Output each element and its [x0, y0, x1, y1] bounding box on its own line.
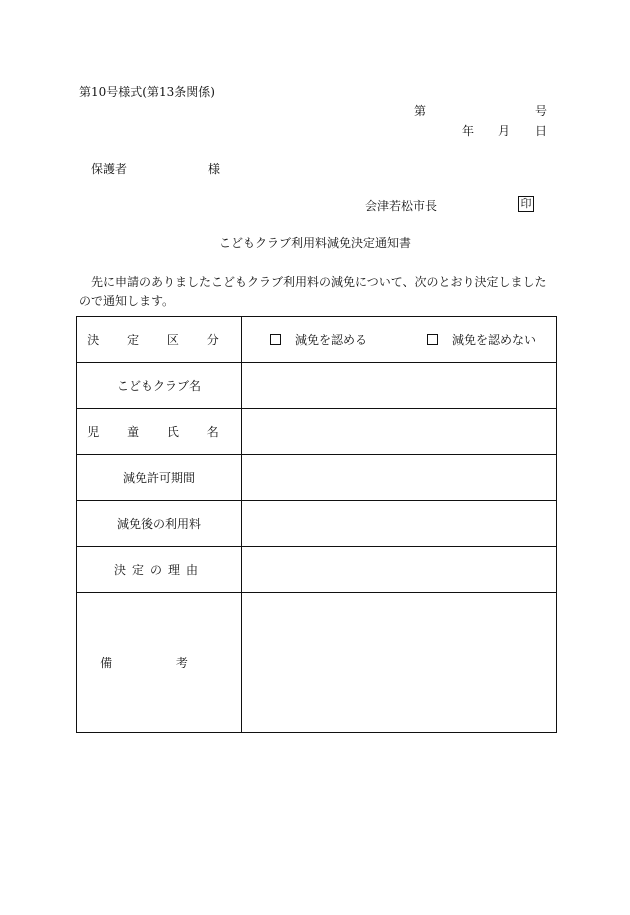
period-field[interactable] — [242, 455, 557, 501]
club-name-label: こどもクラブ名 — [77, 363, 242, 409]
recipient-honorific: 様 — [208, 162, 221, 176]
checkbox-icon[interactable] — [270, 334, 281, 345]
decision-label: 決 定 区 分 — [87, 333, 231, 347]
club-name-field[interactable] — [242, 363, 557, 409]
option-approve-label: 減免を認める — [295, 333, 368, 347]
table-row — [77, 547, 557, 593]
seal-stamp: 印 — [518, 196, 534, 212]
fee-field[interactable] — [242, 501, 557, 547]
body-text: 先に申請のありましたこどもクラブ利用料の減免について、次のとおり決定しましたので通知します。 — [79, 275, 547, 308]
option-approve[interactable] — [270, 331, 367, 348]
option-deny[interactable] — [427, 331, 536, 348]
remarks-label: 備 考 — [100, 656, 218, 670]
reason-label-cell — [77, 547, 242, 593]
date-year-label: 年 — [462, 124, 475, 138]
issuer-name: 会津若松市長 — [365, 199, 438, 213]
document-number-suffix: 号 — [535, 104, 548, 118]
document-title: こどもクラブ利用料減免決定通知書 — [218, 236, 411, 250]
reason-field[interactable] — [242, 547, 557, 593]
table-row — [77, 501, 557, 547]
decision-label-cell — [77, 317, 242, 363]
decision-options-cell — [242, 317, 557, 363]
remarks-field[interactable] — [242, 593, 557, 733]
recipient-label: 保護者 — [91, 162, 128, 176]
reason-label: 決定の理由 — [113, 563, 204, 577]
checkbox-icon[interactable] — [427, 334, 438, 345]
date-month-label: 月 — [498, 124, 511, 138]
date-day-label: 日 — [535, 124, 548, 138]
period-label: 減免許可期間 — [77, 455, 242, 501]
child-name-label: 児 童 氏 名 — [87, 425, 231, 439]
decision-table — [76, 316, 557, 733]
table-row — [77, 593, 557, 733]
document-number-prefix: 第 — [414, 104, 427, 118]
table-row — [77, 317, 557, 363]
table-row — [77, 409, 557, 455]
option-deny-label: 減免を認めない — [452, 333, 537, 347]
child-name-field[interactable] — [242, 409, 557, 455]
table-row — [77, 455, 557, 501]
form-number: 第10号様式(第13条関係) — [79, 85, 215, 99]
table-row — [77, 363, 557, 409]
remarks-label-cell — [77, 593, 242, 733]
child-name-label-cell — [77, 409, 242, 455]
fee-label: 減免後の利用料 — [77, 501, 242, 547]
